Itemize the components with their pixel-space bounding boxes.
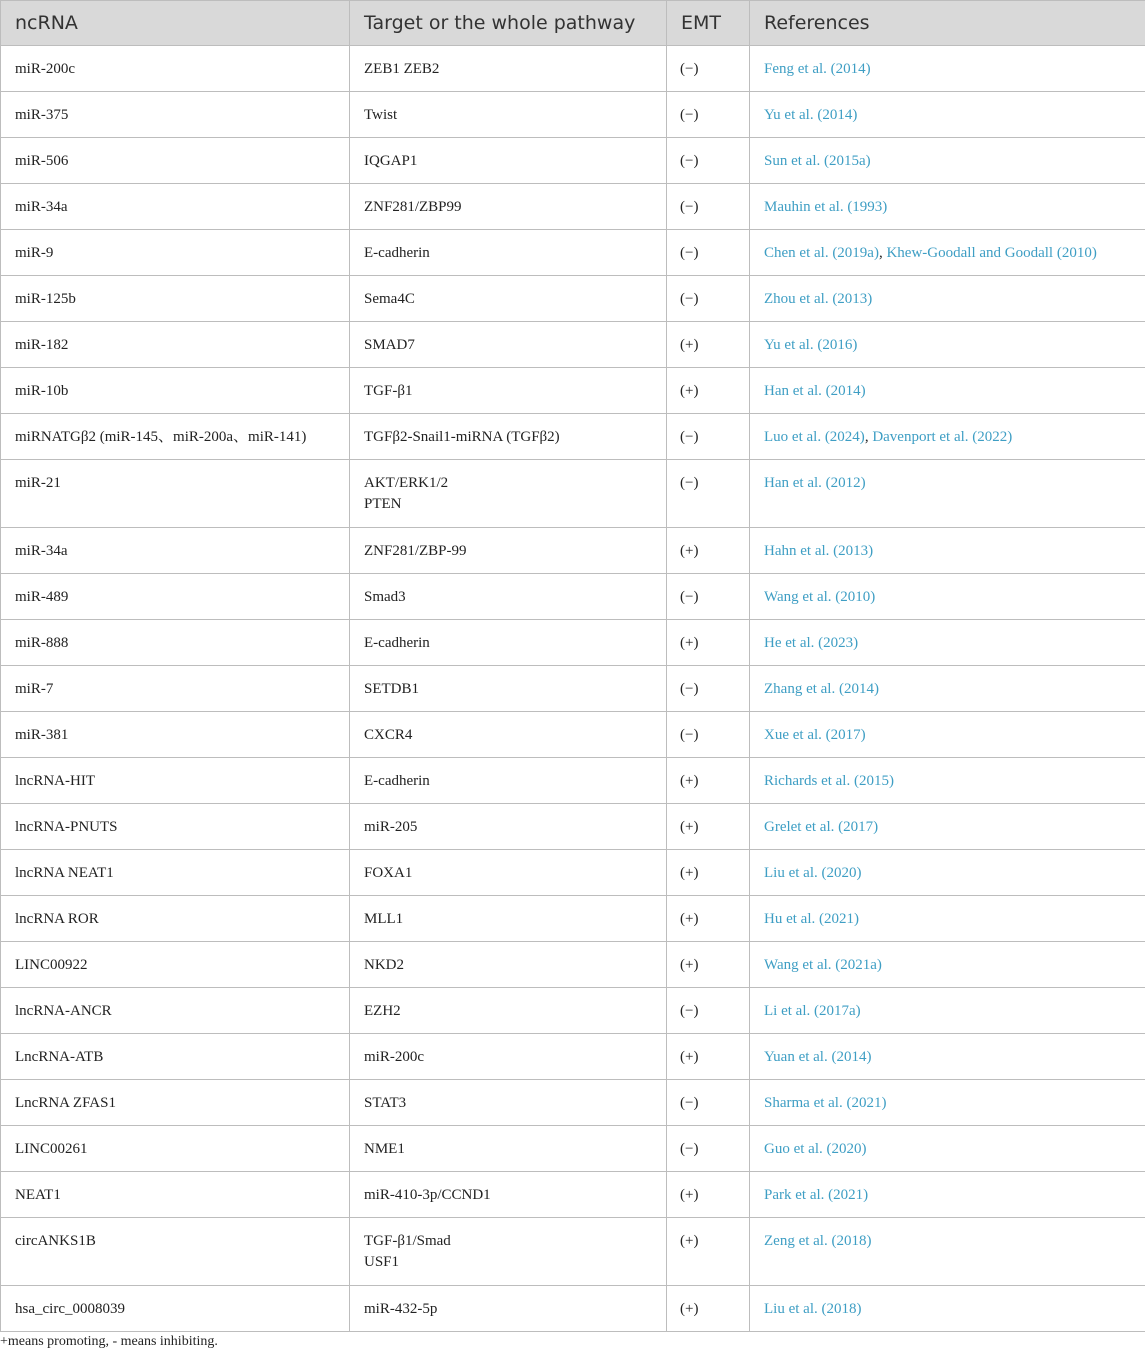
ncrna-cell: hsa_circ_0008039 bbox=[1, 1286, 350, 1332]
table-row bbox=[1, 322, 1145, 368]
table-row bbox=[1, 138, 1145, 184]
references-cell bbox=[750, 1172, 1145, 1218]
table-row bbox=[1, 712, 1145, 758]
references-cell bbox=[750, 138, 1145, 184]
emt-cell: (+) bbox=[667, 528, 750, 574]
emt-cell: (+) bbox=[667, 1286, 750, 1332]
emt-cell: (−) bbox=[667, 460, 750, 528]
references-cell bbox=[750, 1034, 1145, 1080]
target-line: miR-205 bbox=[364, 819, 418, 835]
target-line: FOXA1 bbox=[364, 865, 413, 881]
header-references: References bbox=[750, 1, 1145, 46]
table-row bbox=[1, 988, 1145, 1034]
reference-link[interactable]: Wang et al. (2021a) bbox=[764, 957, 882, 973]
emt-cell: (+) bbox=[667, 942, 750, 988]
references-cell: Chen et al. (2019a), Khew-Goodall and Goodall (2010) bbox=[750, 230, 1145, 276]
target-line: ZEB1 ZEB2 bbox=[364, 61, 440, 77]
target-line: miR-200c bbox=[364, 1049, 424, 1065]
target-cell bbox=[350, 1080, 667, 1126]
target-line: Twist bbox=[364, 107, 398, 123]
target-cell bbox=[350, 46, 667, 92]
ncrna-cell: miR-34a bbox=[1, 528, 350, 574]
ncrna-cell: miR-34a bbox=[1, 184, 350, 230]
references-cell bbox=[750, 574, 1145, 620]
target-cell bbox=[350, 276, 667, 322]
target-line: NME1 bbox=[364, 1141, 405, 1157]
target-line: TGF-β1 bbox=[364, 383, 413, 399]
target-cell bbox=[350, 184, 667, 230]
references-cell bbox=[750, 1218, 1145, 1286]
ncrna-cell: miR-888 bbox=[1, 620, 350, 666]
table-row bbox=[1, 1218, 1145, 1286]
target-line: EZH2 bbox=[364, 1003, 401, 1019]
table-row bbox=[1, 758, 1145, 804]
references-cell bbox=[750, 184, 1145, 230]
ncrna-cell: lncRNA NEAT1 bbox=[1, 850, 350, 896]
references-cell bbox=[750, 46, 1145, 92]
emt-cell: (−) bbox=[667, 712, 750, 758]
target-line: IQGAP1 bbox=[364, 153, 418, 169]
references-cell bbox=[750, 460, 1145, 528]
reference-link[interactable]: Mauhin et al. (1993) bbox=[764, 199, 888, 215]
reference-link[interactable]: Hahn et al. (2013) bbox=[764, 543, 874, 559]
ncrna-cell: miR-21 bbox=[1, 460, 350, 528]
target-line: miR-432-5p bbox=[364, 1301, 438, 1317]
target-cell bbox=[350, 574, 667, 620]
target-cell bbox=[350, 322, 667, 368]
references-cell: Luo et al. (2024), Davenport et al. (2022) bbox=[750, 414, 1145, 460]
ncrna-cell: lncRNA ROR bbox=[1, 896, 350, 942]
target-line: PTEN bbox=[364, 496, 402, 512]
emt-cell: (+) bbox=[667, 850, 750, 896]
emt-cell: (−) bbox=[667, 92, 750, 138]
target-cell bbox=[350, 988, 667, 1034]
header-row bbox=[1, 1, 1145, 46]
emt-cell: (−) bbox=[667, 138, 750, 184]
reference-link[interactable]: Zeng et al. (2018) bbox=[764, 1233, 872, 1249]
emt-cell: (−) bbox=[667, 276, 750, 322]
header-emt: EMT bbox=[667, 1, 750, 46]
reference-link[interactable]: Yuan et al. (2014) bbox=[764, 1049, 872, 1065]
references-cell bbox=[750, 1126, 1145, 1172]
reference-link[interactable]: Li et al. (2017a) bbox=[764, 1003, 861, 1019]
reference-link[interactable]: Zhang et al. (2014) bbox=[764, 681, 879, 697]
reference-link[interactable]: Luo et al. (2024) bbox=[764, 429, 865, 445]
target-cell bbox=[350, 138, 667, 184]
ncrna-cell: miR-7 bbox=[1, 666, 350, 712]
target-cell bbox=[350, 92, 667, 138]
emt-cell: (+) bbox=[667, 1218, 750, 1286]
table-row bbox=[1, 1080, 1145, 1126]
ncrna-cell: miR-375 bbox=[1, 92, 350, 138]
references-cell bbox=[750, 322, 1145, 368]
ncrna-cell: lncRNA-PNUTS bbox=[1, 804, 350, 850]
table-row bbox=[1, 460, 1145, 528]
ncrna-cell: lncRNA-ANCR bbox=[1, 988, 350, 1034]
ncrna-cell: circANKS1B bbox=[1, 1218, 350, 1286]
ncrna-cell: miRNATGβ2 (miR-145、miR-200a、miR-141) bbox=[1, 414, 350, 460]
table-row bbox=[1, 276, 1145, 322]
target-line: E-cadherin bbox=[364, 773, 430, 789]
emt-cell: (+) bbox=[667, 896, 750, 942]
table-row bbox=[1, 574, 1145, 620]
target-cell bbox=[350, 1034, 667, 1080]
ncrna-cell: miR-489 bbox=[1, 574, 350, 620]
emt-cell: (−) bbox=[667, 414, 750, 460]
ncrna-cell: miR-506 bbox=[1, 138, 350, 184]
references-cell bbox=[750, 804, 1145, 850]
target-line: E-cadherin bbox=[364, 635, 430, 651]
target-cell bbox=[350, 620, 667, 666]
ncrna-cell: lncRNA-HIT bbox=[1, 758, 350, 804]
references-cell bbox=[750, 942, 1145, 988]
emt-cell: (−) bbox=[667, 230, 750, 276]
reference-link[interactable]: Wang et al. (2010) bbox=[764, 589, 876, 605]
ncrna-cell: LINC00922 bbox=[1, 942, 350, 988]
reference-link[interactable]: Sun et al. (2015a) bbox=[764, 153, 871, 169]
reference-link[interactable]: Chen et al. (2019a) bbox=[764, 245, 879, 261]
emt-cell: (+) bbox=[667, 322, 750, 368]
target-line: STAT3 bbox=[364, 1095, 407, 1111]
target-line: Smad3 bbox=[364, 589, 406, 605]
ncrna-cell: LINC00261 bbox=[1, 1126, 350, 1172]
references-cell bbox=[750, 712, 1145, 758]
references-cell bbox=[750, 666, 1145, 712]
ncrna-cell: miR-381 bbox=[1, 712, 350, 758]
table-row bbox=[1, 1286, 1145, 1332]
table-row bbox=[1, 92, 1145, 138]
references-cell bbox=[750, 1080, 1145, 1126]
reference-link[interactable]: Feng et al. (2014) bbox=[764, 61, 871, 77]
target-line: TGFβ2-Snail1-miRNA (TGFβ2) bbox=[364, 429, 560, 445]
target-cell bbox=[350, 368, 667, 414]
table-footnote: +means promoting, - means inhibiting. bbox=[0, 1334, 218, 1349]
table-row bbox=[1, 1126, 1145, 1172]
table-row bbox=[1, 850, 1145, 896]
ncrna-cell: LncRNA-ATB bbox=[1, 1034, 350, 1080]
references-cell bbox=[750, 92, 1145, 138]
table-row bbox=[1, 414, 1145, 460]
reference-link[interactable]: Davenport et al. (2022) bbox=[872, 429, 1013, 445]
target-cell bbox=[350, 460, 667, 528]
header-target: Target or the whole pathway bbox=[350, 1, 667, 46]
target-cell bbox=[350, 1126, 667, 1172]
reference-link[interactable]: Yu et al. (2014) bbox=[764, 107, 858, 123]
ncrna-cell: LncRNA ZFAS1 bbox=[1, 1080, 350, 1126]
target-cell bbox=[350, 1172, 667, 1218]
target-line: CXCR4 bbox=[364, 727, 413, 743]
ncrna-cell: miR-182 bbox=[1, 322, 350, 368]
table-row bbox=[1, 804, 1145, 850]
table-row bbox=[1, 896, 1145, 942]
target-line: AKT/ERK1/2 bbox=[364, 475, 449, 491]
target-cell bbox=[350, 414, 667, 460]
references-cell bbox=[750, 276, 1145, 322]
emt-cell: (+) bbox=[667, 804, 750, 850]
target-cell bbox=[350, 942, 667, 988]
emt-cell: (+) bbox=[667, 1034, 750, 1080]
target-line: TGF-β1/Smad bbox=[364, 1233, 451, 1249]
target-line: SMAD7 bbox=[364, 337, 415, 353]
emt-cell: (−) bbox=[667, 1080, 750, 1126]
target-cell bbox=[350, 804, 667, 850]
references-cell bbox=[750, 620, 1145, 666]
references-cell bbox=[750, 896, 1145, 942]
table-row bbox=[1, 184, 1145, 230]
references-cell bbox=[750, 1286, 1145, 1332]
ncrna-cell: miR-200c bbox=[1, 46, 350, 92]
table-row bbox=[1, 230, 1145, 276]
header-ncrna: ncRNA bbox=[1, 1, 350, 46]
target-line: MLL1 bbox=[364, 911, 404, 927]
reference-link[interactable]: Hu et al. (2021) bbox=[764, 911, 859, 927]
emt-cell: (−) bbox=[667, 666, 750, 712]
target-line: NKD2 bbox=[364, 957, 404, 973]
table-body bbox=[1, 46, 1145, 1332]
ncrna-cell: NEAT1 bbox=[1, 1172, 350, 1218]
emt-cell: (−) bbox=[667, 1126, 750, 1172]
table-row bbox=[1, 1172, 1145, 1218]
ncrna-cell: miR-9 bbox=[1, 230, 350, 276]
reference-link[interactable]: Khew-Goodall and Goodall (2010) bbox=[886, 245, 1097, 261]
ncrna-cell: miR-10b bbox=[1, 368, 350, 414]
reference-link[interactable]: Liu et al. (2020) bbox=[764, 865, 862, 881]
table-row bbox=[1, 666, 1145, 712]
target-cell bbox=[350, 1218, 667, 1286]
emt-cell: (−) bbox=[667, 988, 750, 1034]
reference-link[interactable]: Park et al. (2021) bbox=[764, 1187, 869, 1203]
target-cell bbox=[350, 528, 667, 574]
references-cell bbox=[750, 758, 1145, 804]
target-cell bbox=[350, 758, 667, 804]
target-line: SETDB1 bbox=[364, 681, 420, 697]
emt-cell: (−) bbox=[667, 184, 750, 230]
target-cell bbox=[350, 850, 667, 896]
target-line: ZNF281/ZBP-99 bbox=[364, 543, 467, 559]
target-line: ZNF281/ZBP99 bbox=[364, 199, 462, 215]
reference-link[interactable]: Han et al. (2014) bbox=[764, 383, 866, 399]
references-cell bbox=[750, 988, 1145, 1034]
target-cell bbox=[350, 896, 667, 942]
table-row bbox=[1, 368, 1145, 414]
reference-link[interactable]: Guo et al. (2020) bbox=[764, 1141, 867, 1157]
reference-link[interactable]: Han et al. (2012) bbox=[764, 475, 866, 491]
target-cell bbox=[350, 666, 667, 712]
target-line: USF1 bbox=[364, 1254, 400, 1270]
table-row bbox=[1, 1034, 1145, 1080]
target-line: miR-410-3p/CCND1 bbox=[364, 1187, 491, 1203]
table-row bbox=[1, 620, 1145, 666]
emt-cell: (−) bbox=[667, 574, 750, 620]
emt-cell: (+) bbox=[667, 1172, 750, 1218]
reference-link[interactable]: Xue et al. (2017) bbox=[764, 727, 866, 743]
emt-cell: (−) bbox=[667, 46, 750, 92]
emt-cell: (+) bbox=[667, 368, 750, 414]
references-cell bbox=[750, 850, 1145, 896]
target-line: Sema4C bbox=[364, 291, 415, 307]
reference-link[interactable]: Zhou et al. (2013) bbox=[764, 291, 873, 307]
reference-link[interactable]: Yu et al. (2016) bbox=[764, 337, 858, 353]
reference-link[interactable]: He et al. (2023) bbox=[764, 635, 859, 651]
reference-link[interactable]: Richards et al. (2015) bbox=[764, 773, 894, 789]
reference-link[interactable]: Sharma et al. (2021) bbox=[764, 1095, 887, 1111]
emt-cell: (+) bbox=[667, 620, 750, 666]
ncrna-cell: miR-125b bbox=[1, 276, 350, 322]
emt-cell: (+) bbox=[667, 758, 750, 804]
reference-link[interactable]: Grelet et al. (2017) bbox=[764, 819, 879, 835]
table-row bbox=[1, 528, 1145, 574]
table-row bbox=[1, 942, 1145, 988]
table-row bbox=[1, 46, 1145, 92]
reference-link[interactable]: Liu et al. (2018) bbox=[764, 1301, 862, 1317]
target-cell bbox=[350, 1286, 667, 1332]
target-line: E-cadherin bbox=[364, 245, 430, 261]
target-cell bbox=[350, 712, 667, 758]
references-cell bbox=[750, 368, 1145, 414]
target-cell bbox=[350, 230, 667, 276]
references-cell bbox=[750, 528, 1145, 574]
